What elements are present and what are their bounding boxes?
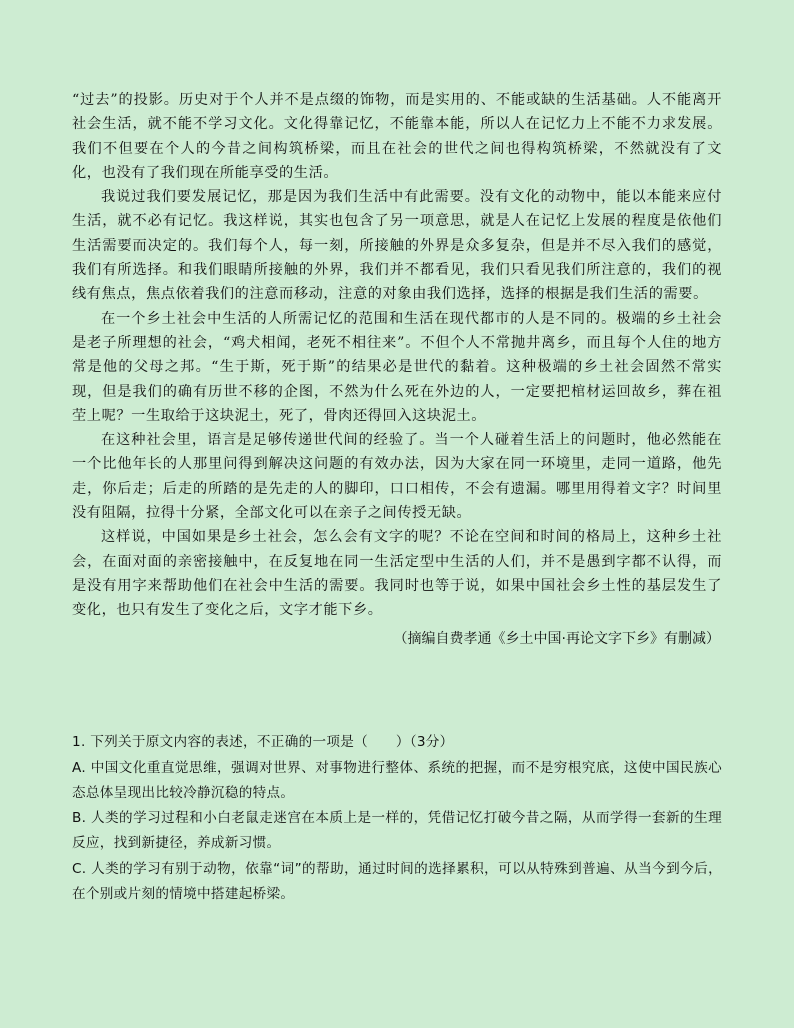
passage-paragraph-1: “过去”的投影。历史对于个人并不是点缀的饰物，而是实用的、不能或缺的生活基础。人不能离开社会生活，就不能不学习文化。文化得靠记忆，不能靠本能，所以人在记忆力上不能不力求发展。我们不但要在个人的今昔之间构筑桥梁，而且在社会的世代之间也得构筑桥梁，不然就没有了文化，也没有了我们现在所能享受的生活。: [72, 92, 722, 181]
passage-paragraph-4: 在这种社会里，语言是足够传递世代间的经验了。当一个人碰着生活上的问题时，他必然能在一个比他年长的人那里问得到解决这问题的有效办法，因为大家在同一环境里，走同一道路，他先走，你后走；后走的所踏的是先走的人的脚印，口口相传，不会有遗漏。哪里用得着文字？时间里没有阻隔，拉得十分紧，全部文化可以在亲子之间传授无缺。: [72, 432, 722, 522]
source-citation: （摘编自费孝通《乡土中国·再论文字下乡》有删减）: [393, 630, 720, 647]
passage-paragraph-5: 这样说，中国如果是乡土社会，怎么会有文字的呢？不论在空间和时间的格局上，这种乡土社会，在面对面的亲密接触中，在反复地在同一生活定型中生活的人们，并不是愚到字都不认得，而是没有用字来帮助他们在社会中生活的需要。我同时也等于说，如果中国社会乡土性的基层发生了变化，也只有发生了变化之后，文字才能下乡。: [72, 529, 722, 619]
question-1-option-c: C. 人类的学习有别于动物，依靠“词”的帮助，通过时间的选择累积，可以从特殊到普遍、从当今到今后，在个别或片刻的情境中搭建起桥梁。: [72, 860, 722, 902]
passage-paragraph-2: 我说过我们要发展记忆，那是因为我们生活中有此需要。没有文化的动物中，能以本能来应付生活，就不必有记忆。我这样说，其实也包含了另一项意思，就是人在记忆上发展的程度是依他们生活需要而决定的。我们每个人，每一刻，所接触的外界是众多复杂，但是并不尽入我们的感觉，我们有所选择。和我们眼睛所接触的外界，我们并不都看见，我们只看见我们所注意的，我们的视线有焦点，焦点依着我们的注意而移动，注意的对象由我们选择，选择的根据是我们生活的需要。: [72, 189, 722, 303]
question-1-option-b: B. 人类的学习过程和小白老鼠走迷宫在本质上是一样的，凭借记忆打破今昔之隔，从而学得一套新的生理反应，找到新捷径，养成新习惯。: [72, 810, 722, 852]
question-block: [72, 730, 722, 907]
passage-paragraph-3: 在一个乡土社会中生活的人所需记忆的范围和生活在现代都市的人是不同的。极端的乡土社会是老子所理想的社会，“鸡犬相闻，老死不相往来”。不但个人不常抛井离乡，而且每个人住的地方常是他的父母之邦。“生于斯，死于斯”的结果必是世代的黏着。这种极端的乡土社会固然不常实现，但是我们的确有历世不移的企图，不然为什么死在外边的人，一定要把棺材运回故乡，葬在祖茔上呢？一生取给于这块泥土，死了，骨肉还得回入这块泥土。: [72, 310, 722, 424]
question-1-stem: 1. 下列关于原文内容的表述，不正确的一项是（ ）（3分）: [72, 734, 454, 750]
reading-passage: [72, 88, 722, 651]
question-1-option-a: A. 中国文化重直觉思维，强调对世界、对事物进行整体、系统的把握，而不是穷根究底，这使中国民族心态总体呈现出比较冷静沉稳的特点。: [72, 759, 722, 801]
